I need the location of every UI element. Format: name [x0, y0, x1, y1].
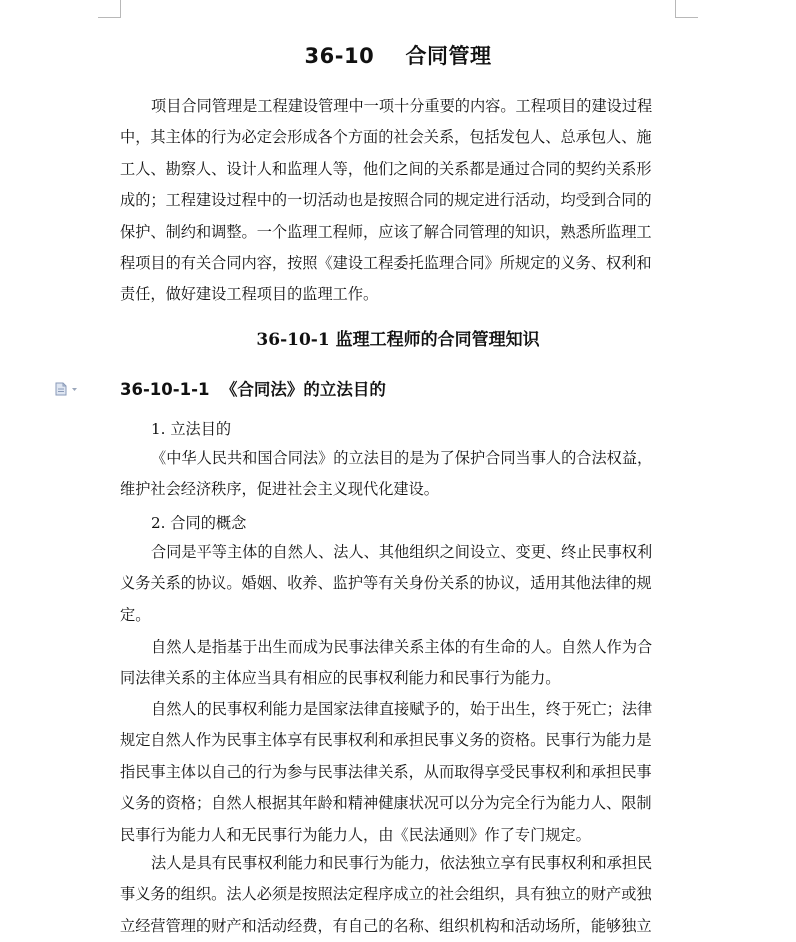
crop-mark-top-right-h [675, 17, 698, 18]
text-line: 成的；工程建设过程中的一切活动也是按照合同的规定进行活动，均受到合同的 [120, 191, 652, 210]
text-line: 规定自然人作为民事主体享有民事权利和承担民事义务的资格。民事行为能力是 [120, 731, 652, 750]
text-line: 同法律关系的主体应当具有相应的民事权利能力和民事行为能力。 [120, 669, 561, 688]
crop-mark-top-left-h [98, 17, 121, 18]
crop-mark-top-left-v [120, 0, 121, 18]
text-line: 程项目的有关合同内容，按照《建设工程委托监理合同》所规定的义务、权利和 [120, 254, 652, 273]
text-line: 定。 [120, 605, 151, 624]
text-line: 义务的资格；自然人根据其年龄和精神健康状况可以分为完全行为能力人、限制 [120, 794, 652, 813]
list-item-label: 2. 合同的概念 [151, 514, 247, 532]
text-line: 维护社会经济秩序，促进社会主义现代化建设。 [120, 480, 439, 499]
contract-concept-paragraph [120, 537, 676, 631]
document-title: 36-10 合同管理 [304, 44, 492, 68]
text-line: 事义务的组织。法人必须是按照法定程序成立的社会组织，具有独立的财产或独 [120, 885, 652, 904]
list-item-label: 1. 立法目的 [151, 420, 232, 438]
natural-person-paragraph [120, 632, 676, 695]
document-icon[interactable] [54, 381, 84, 395]
text-line: 义务关系的协议。婚姻、收养、监护等有关身份关系的协议，适用其他法律的规 [120, 574, 652, 593]
text-line: 法人是具有民事权利能力和民事行为能力，依法独立享有民事权利和承担民 [151, 854, 653, 872]
text-line: 立经营管理的财产和活动经费，有自己的名称、组织机构和活动场所，能够独立 [120, 916, 652, 935]
text-line: 指民事主体以自己的行为参与民事法律关系，从而取得享受民事权利和承担民事 [120, 762, 652, 781]
text-line: 《中华人民共和国合同法》的立法目的是为了保护合同当事人的合法权益， [151, 449, 653, 467]
text-line: 保护、制约和调整。一个监理工程师，应该了解合同管理的知识，熟悉所监理工 [120, 222, 652, 241]
text-line: 自然人的民事权利能力是国家法律直接赋予的，始于出生，终于死亡；法律 [151, 700, 653, 718]
legal-person-paragraph [120, 848, 676, 942]
intro-paragraph [120, 91, 676, 311]
legislative-purpose-paragraph [120, 443, 676, 506]
text-line: 中，其主体的行为必定会形成各个方面的社会关系，包括发包人、总承包人、施 [120, 128, 652, 147]
text-line: 项目合同管理是工程建设管理中一项十分重要的内容。工程项目的建设过程 [151, 97, 653, 115]
text-line: 责任，做好建设工程项目的监理工作。 [120, 285, 379, 304]
subsection-heading: 36-10-1-1 《合同法》的立法目的 [120, 380, 386, 399]
text-line: 合同是平等主体的自然人、法人、其他组织之间设立、变更、终止民事权利 [151, 543, 653, 561]
section-heading: 36-10-1 监理工程师的合同管理知识 [256, 330, 540, 350]
crop-mark-top-right-v [675, 0, 676, 18]
text-line: 民事行为能力人和无民事行为能力人，由《民法通则》作了专门规定。 [120, 825, 591, 844]
text-line: 工人、勘察人、设计人和监理人等，他们之间的关系都是通过合同的契约关系形 [120, 159, 652, 178]
civil-capacity-paragraph [120, 694, 676, 851]
text-line: 自然人是指基于出生而成为民事法律关系主体的有生命的人。自然人作为合 [151, 638, 653, 656]
